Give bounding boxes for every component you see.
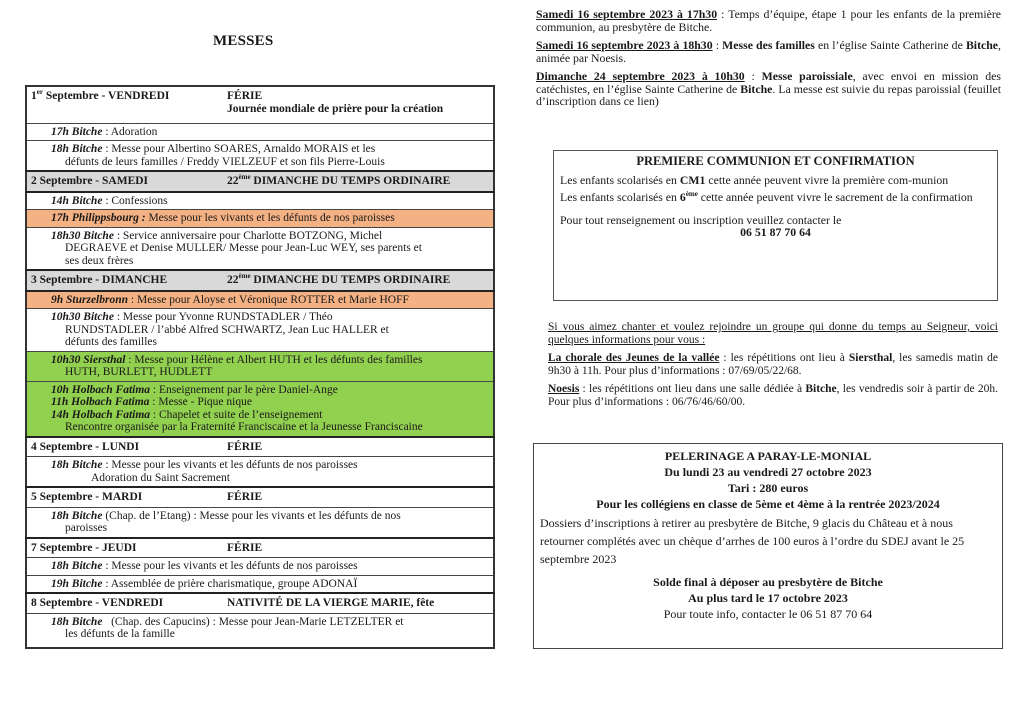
day-date: 2 Septembre - SAMEDI (31, 175, 149, 187)
event-row: 18h30 Bitche : Service anniversaire pour Charlotte BOTZONG, Michel DEGRAEVE et Denise MULLER/ Messe pour Jean-Luc WEY, ses parents et ses deux frères (26, 227, 494, 270)
contact-phone: 06 51 87 70 64 (740, 225, 811, 239)
pelerinage-audience: Pour les collégiens en classe de 5ème et 4ème à la rentrée 2023/2024 (596, 497, 940, 511)
confirmation-6eme-text: Les enfants scolarisés en 6ème cette année peuvent vivre le sacrement de la confirmation (560, 190, 973, 204)
event-row: 17h Philippsbourg : Messe pour les vivants et les défunts de nos paroisses (26, 210, 494, 228)
day-date: 4 Septembre - LUNDI (31, 440, 140, 453)
day-feast: FÉRIE Journée mondiale de prière pour la création (227, 90, 444, 115)
contact-text: Pour tout renseignement ou inscription veuillez contacter le (560, 212, 842, 227)
day-date: 5 Septembre - MARDI (31, 491, 143, 503)
pelerinage-deadline: Au plus tard le 17 octobre 2023 (688, 591, 848, 605)
pelerinage-solde: Solde final à déposer au presbytère de Bitche (653, 575, 883, 589)
pelerinage-body: Dossiers d’inscriptions à retirer au presbytère de Bitche, 9 glacis du Château et à nous retourner complétés avec un chèque d’arrhes de 100 euros à l’ordre du SDEJ avant le 25 septembre 2023 (540, 516, 965, 566)
communion-box-title: PREMIERE COMMUNION ET CONFIRMATION (636, 154, 915, 168)
pelerinage-price: Tari : 280 euros (727, 481, 809, 495)
event-row: 18h Bitche : Messe pour les vivants et les défunts de nos paroisses Adoration du Saint Sacrement (26, 457, 494, 488)
day-feast: FÉRIE (227, 491, 263, 503)
messes-schedule-table (25, 85, 495, 649)
day-row (26, 437, 494, 457)
day-date: 3 Septembre - DIMANCHE (31, 274, 168, 286)
day-feast: 22ème DIMANCHE DU TEMPS ORDINAIRE (227, 272, 451, 286)
day-date: 8 Septembre - VENDREDI (31, 597, 164, 609)
day-row (26, 171, 494, 192)
event-row: 10h Holbach Fatima : Enseignement par le père Daniel-Ange 11h Holbach Fatima : Messe - Pique nique 14h Holbach Fatima : Chapelet et suite de l’enseignement Rencontre organisée par la Fraternité Franciscaine et la Jeunesse Franciscaine (26, 381, 494, 437)
day-feast: FÉRIE (227, 541, 263, 554)
event-row: 18h Bitche (Chap. de l’Etang) : Messe pour les vivants et les défunts de nos paroisses (26, 507, 494, 538)
communion-cm1-text: Les enfants scolarisés en CM1 cette année peuvent vivre la première com-munion (560, 172, 949, 187)
event-row: 14h Bitche : Confessions (26, 192, 494, 210)
pelerinage-box (533, 443, 1003, 649)
pelerinage-contact: Pour toute info, contacter le 06 51 87 70 64 (663, 607, 873, 621)
event-row: 10h30 Siersthal : Messe pour Hélène et Albert HUTH et les défunts des familles HUTH, BURLETT, HUDLETT (26, 351, 494, 381)
messes-title: MESSES (213, 33, 274, 49)
day-feast: NATIVITÉ DE LA VIERGE MARIE, fête (227, 597, 435, 609)
announcement-messe-paroissiale: Dimanche 24 septembre 2023 à 10h30 : Messe paroissiale, avec envoi en mission des catéchistes, en l’église Sainte Catherine de Bitche. La messe est suivie du repas paroissial (feuillet d’inscription dans ce lien) (536, 69, 1001, 108)
event-row: 9h Sturzelbronn : Messe pour Aloyse et Véronique ROTTER et Marie HOFF (26, 291, 494, 309)
announcement-equipe: Samedi 16 septembre 2023 à 17h30 : Temps d’équipe, étape 1 pour les enfants de la première communion, au presbytère de Bitche. (536, 7, 1001, 34)
day-row (26, 593, 494, 613)
pelerinage-dates: Du lundi 23 au vendredi 27 octobre 2023 (664, 465, 872, 479)
day-row (26, 538, 494, 558)
day-row (26, 270, 494, 291)
chorale-jeunes-info: La chorale des Jeunes de la vallée : les répétitions ont lieu à Siersthal, les samedis matin de 9h30 à 11h. Pour plus d’informations : 07/69/05/22/68. (548, 352, 998, 377)
day-date: 7 Septembre - JEUDI (31, 541, 137, 554)
day-date: 1er Septembre - VENDREDI (31, 88, 170, 102)
chant-intro: Si vous aimez chanter et voulez rejoindre un groupe qui donne du temps au Seigneur, voici quelques informations pour vous : (548, 321, 998, 346)
event-row: 10h30 Bitche : Messe pour Yvonne RUNDSTADLER / Théo RUNDSTADLER / l’abbé Alfred SCHWARTZ, Jean Luc HALLER et défunts des familles (26, 309, 494, 352)
event-row: 18h Bitche : Messe pour Albertino SOARES, Arnaldo MORAIS et les défunts de leurs familles / Freddy VIELZEUF et son fils Pierre-Louis (26, 141, 494, 172)
day-row (26, 86, 494, 123)
pelerinage-title: PELERINAGE A PARAY-LE-MONIAL (664, 449, 872, 463)
event-row: 19h Bitche : Assemblée de prière charismatique, groupe ADONAÏ (26, 575, 494, 593)
day-feast: 22ème DIMANCHE DU TEMPS ORDINAIRE (227, 173, 451, 187)
announcements (536, 8, 1001, 114)
event-row: 18h Bitche : Messe pour les vivants et les défunts de nos paroisses (26, 558, 494, 576)
event-row: 18h Bitche (Chap. des Capucins) : Messe pour Jean-Marie LETZELTER et les défunts de la famille (26, 613, 494, 648)
announcement-messe-familles: Samedi 16 septembre 2023 à 18h30 : Messe des familles en l’église Sainte Catherine de Bitche, animée par Noesis. (536, 38, 1001, 65)
day-row (26, 487, 494, 507)
noesis-info: Noesis : les répétitions ont lieu dans une salle dédiée à Bitche, les vendredis soir à partir de 20h. Pour plus d’informations : 06/76/46/60/00. (548, 383, 998, 408)
chant-section (548, 321, 998, 414)
event-row: 17h Bitche : Adoration (26, 123, 494, 141)
communion-confirmation-box (553, 150, 998, 301)
day-feast: FÉRIE (227, 440, 263, 453)
